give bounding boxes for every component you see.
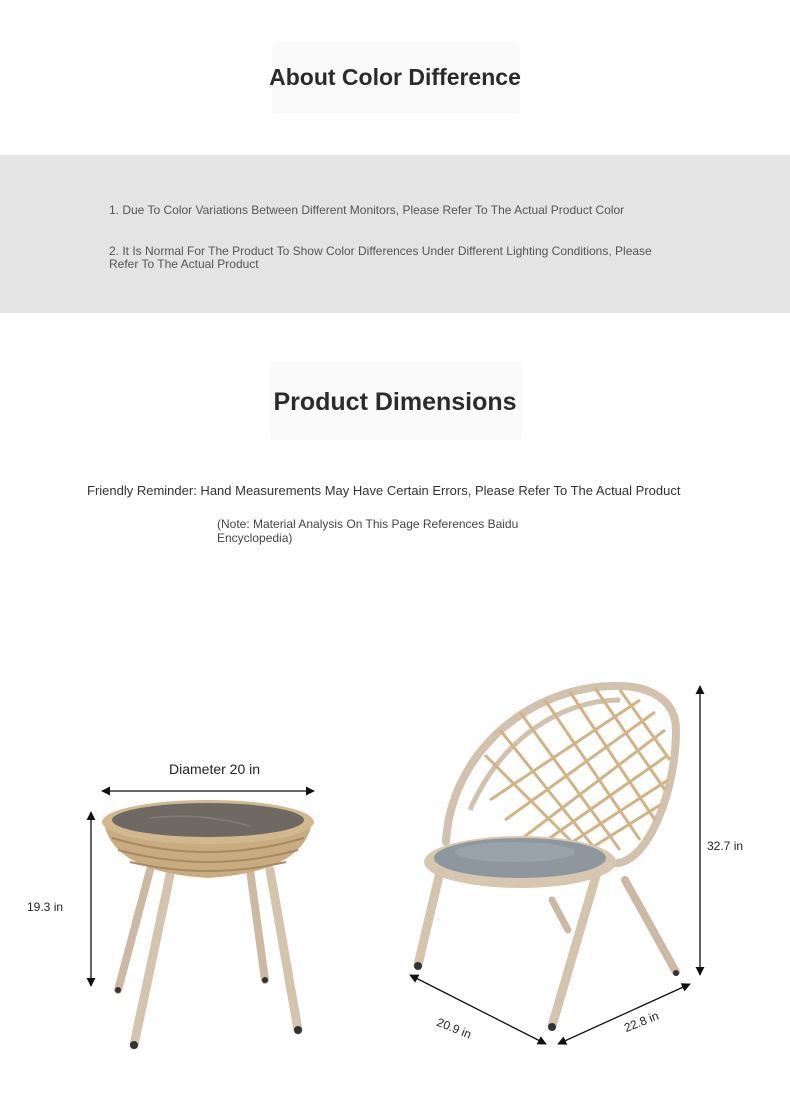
table-height-label: 19.3 in <box>27 900 64 914</box>
color-note-1: 1. Due To Color Variations Between Different Monitors, Please Refer To The Actual Product Color <box>109 203 625 217</box>
chair-depth-arrow <box>410 975 546 1044</box>
product-dimensions-title: Product Dimensions <box>273 388 517 416</box>
measurement-reminder: Friendly Reminder: Hand Measurements May Have Certain Errors, Please Refer To The Actual Product <box>87 483 681 498</box>
color-note-2: 2. It Is Normal For The Product To Show Color Differences Under Different Lighting Conditions, Please Refer To The Actual Product <box>109 244 652 271</box>
table-diameter-label: Diameter 20 in <box>169 761 261 777</box>
chair-height-label: 32.7 in <box>707 839 744 853</box>
chair-width-label: 22.8 in <box>622 1008 661 1035</box>
chair-depth-label: 20.9 in <box>434 1015 474 1042</box>
color-difference-title: About Color Difference <box>269 64 521 90</box>
side-table-drawing <box>102 800 314 1049</box>
material-note: (Note: Material Analysis On This Page References Baidu Encyclopedia) <box>217 517 519 545</box>
chair-drawing <box>414 686 679 1031</box>
chair-width-arrow <box>558 984 690 1044</box>
